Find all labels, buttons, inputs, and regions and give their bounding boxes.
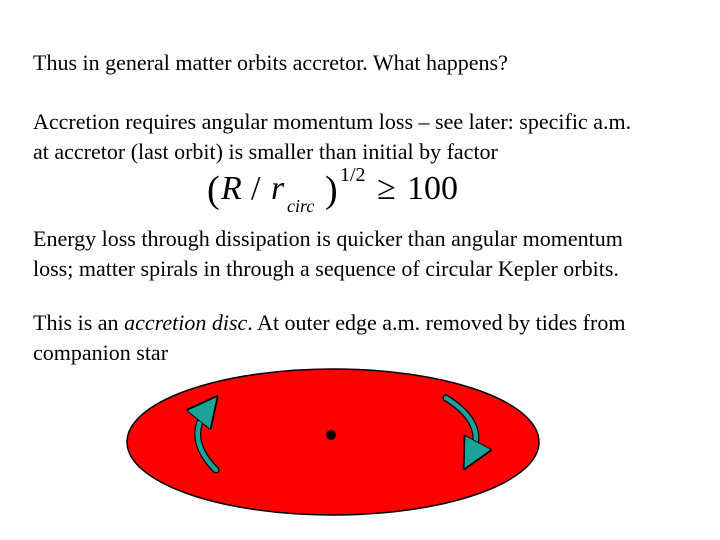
formula-left-paren: ( (207, 169, 220, 211)
energy-line-2: loss; matter spirals in through a sequence of circular Kepler orbits. (33, 256, 619, 281)
intro-line-1: Thus in general matter orbits accretor. What happens? (33, 50, 508, 75)
accretion-line-1: Accretion requires angular momentum loss – see later: specific a.m. (33, 109, 632, 134)
paragraph-intro (33, 48, 508, 78)
formula-right-paren: ) (325, 169, 338, 211)
disc-line-1-before: This is an (33, 310, 125, 335)
formula-R: R (221, 170, 242, 207)
paragraph-accretion-disc (33, 308, 625, 368)
formula-value: 100 (407, 170, 458, 207)
paragraph-accretion (33, 107, 631, 167)
energy-line-1: Energy loss through dissipation is quicker than angular momentum (33, 226, 623, 251)
formula-r: r (271, 170, 285, 207)
disc-line-1-after: . At outer edge a.m. removed by tides from (247, 310, 626, 335)
ratio-formula (207, 164, 477, 218)
formula-exponent: 1/2 (340, 164, 366, 186)
formula-slash: / (251, 170, 261, 207)
accretion-disc-term: accretion disc (124, 310, 248, 335)
formula-relation: ≥ (377, 170, 396, 207)
accretion-line-2: at accretor (last orbit) is smaller than initial by factor (33, 139, 498, 164)
accretion-disc-diagram (126, 368, 540, 516)
dot-icon (326, 430, 336, 440)
disc-line-2: companion star (33, 340, 169, 365)
paragraph-energy-loss (33, 224, 623, 284)
formula-subscript: circ (287, 196, 315, 216)
